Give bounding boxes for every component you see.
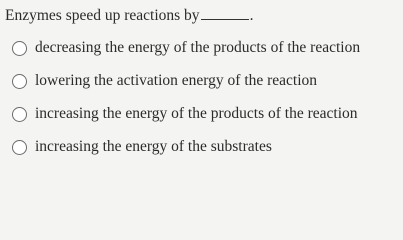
option-label: lowering the activation energy of the reaction <box>35 72 318 89</box>
option-2[interactable] <box>12 70 317 92</box>
option-4[interactable] <box>12 136 272 158</box>
answer-blank <box>201 5 249 20</box>
question-end: . <box>249 7 254 24</box>
option-1[interactable] <box>12 37 360 59</box>
option-3[interactable] <box>12 103 358 125</box>
radio-button[interactable] <box>12 140 27 155</box>
question-text <box>5 5 253 26</box>
radio-button[interactable] <box>12 107 27 122</box>
radio-button[interactable] <box>12 41 27 56</box>
question-stem: Enzymes speed up reactions by <box>5 7 200 24</box>
option-label: decreasing the energy of the products of the reaction <box>35 39 361 56</box>
option-label: increasing the energy of the substrates <box>35 138 272 155</box>
radio-button[interactable] <box>12 74 27 89</box>
option-label: increasing the energy of the products of the reaction <box>35 105 358 122</box>
